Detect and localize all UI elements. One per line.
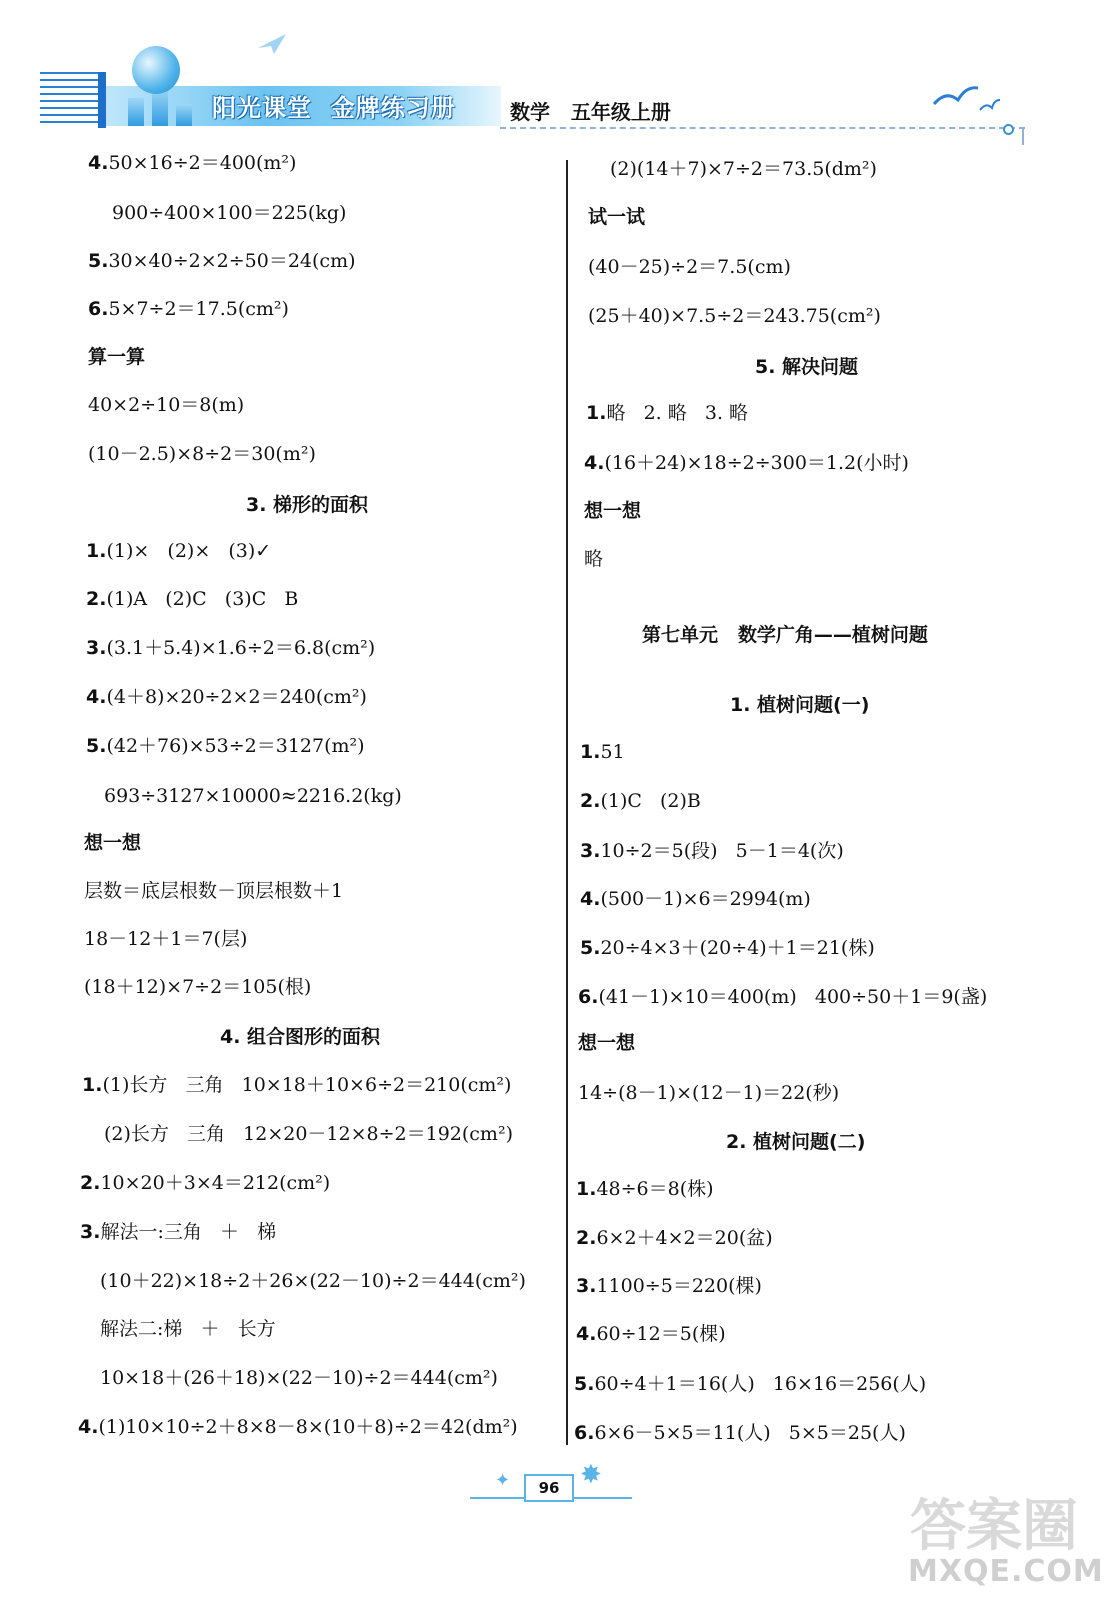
subsection-heading: 算一算 xyxy=(88,346,146,368)
subject-grade: 数学 五年级上册 xyxy=(510,100,671,124)
answer-line: 6.5×7÷2＝17.5(cm²) xyxy=(88,298,289,320)
answer-line: 4.60÷12＝5(棵) xyxy=(576,1323,726,1345)
header-rule-end xyxy=(1022,127,1024,145)
subsection-heading: 试一试 xyxy=(588,206,646,228)
answer-line: 3.1100÷5＝220(棵) xyxy=(576,1275,762,1297)
answer-line: 2.(1)C (2)B xyxy=(580,790,701,812)
answer-line: 5.60÷4＋1＝16(人) 16×16＝256(人) xyxy=(574,1373,927,1395)
page-number: 96 xyxy=(524,1474,574,1502)
answer-line: (40－25)÷2＝7.5(cm) xyxy=(588,256,791,278)
answer-line: 6.(41－1)×10＝400(m) 400÷50＋1＝9(盏) xyxy=(578,986,988,1008)
section-heading: 2. 植树问题(二) xyxy=(726,1131,866,1153)
answer-line: 解法二:梯 ＋ 长方 xyxy=(100,1318,276,1340)
series-title: 阳光课堂 金牌练习册 xyxy=(212,94,456,122)
answer-line: 3.10÷2＝5(段) 5－1＝4(次) xyxy=(580,840,844,862)
answer-line: (25＋40)×7.5÷2＝243.75(cm²) xyxy=(588,305,881,327)
answer-line: 2.(1)A (2)C (3)C B xyxy=(86,588,299,610)
watermark-logo: 答案圈 xyxy=(910,1494,1078,1559)
watermark-site: MXQE.COM xyxy=(908,1554,1104,1589)
section-heading: 3. 梯形的面积 xyxy=(246,494,369,516)
answer-line: 4.(500－1)×6＝2994(m) xyxy=(580,888,811,910)
section-heading: 1. 植树问题(一) xyxy=(730,694,870,716)
answer-line: (18＋12)×7÷2＝105(根) xyxy=(84,976,312,998)
answer-line: 1.(1)× (2)× (3)✓ xyxy=(86,540,272,562)
answer-line: 4.(1)10×10÷2＋8×8－8×(10＋8)÷2＝42(dm²) xyxy=(78,1416,518,1438)
answer-line: 10×18＋(26＋18)×(22－10)÷2＝444(cm²) xyxy=(100,1367,498,1389)
answer-line: 4.(16＋24)×18÷2÷300＝1.2(小时) xyxy=(584,452,909,474)
paper-plane-icon xyxy=(258,34,286,54)
answer-line: 4.(4＋8)×20÷2×2＝240(cm²) xyxy=(86,686,367,708)
answer-line: 6.6×6－5×5＝11(人) 5×5＝25(人) xyxy=(574,1422,906,1444)
answer-line: 1.略 2. 略 3. 略 xyxy=(586,402,749,424)
star-icon: ✦ xyxy=(495,1470,511,1491)
answer-line: 略 xyxy=(584,548,604,570)
answer-line: 18－12＋1＝7(层) xyxy=(84,928,248,950)
answer-line: 2.6×2＋4×2＝20(盆) xyxy=(576,1227,773,1249)
answer-line: 5.(42＋76)×53÷2＝3127(m²) xyxy=(86,735,365,757)
subsection-heading: 想一想 xyxy=(578,1032,636,1054)
answer-line: 1.51 xyxy=(580,741,625,763)
answer-line: 693÷3127×10000≈2216.2(kg) xyxy=(104,785,402,807)
globe-icon xyxy=(132,46,180,94)
answer-line: 层数＝底层根数－顶层根数＋1 xyxy=(84,880,344,902)
subsection-heading: 想一想 xyxy=(84,832,142,854)
answer-line: 40×2÷10＝8(m) xyxy=(88,394,245,416)
column-divider xyxy=(566,160,568,1445)
answer-line: 3.解法一:三角 ＋ 梯 xyxy=(80,1221,277,1243)
unit-heading: 第七单元 数学广角——植树问题 xyxy=(642,624,928,646)
answer-line: 4.50×16÷2＝400(m²) xyxy=(88,152,297,174)
header-stripe-bar xyxy=(98,72,106,128)
answer-line: 1.(1)长方 三角 10×18＋10×6÷2＝210(cm²) xyxy=(82,1074,512,1096)
answer-line: 14÷(8－1)×(12－1)＝22(秒) xyxy=(578,1082,840,1104)
answer-line: (10＋22)×18÷2＋26×(22－10)÷2＝444(cm²) xyxy=(100,1270,526,1292)
subsection-heading: 想一想 xyxy=(584,500,642,522)
answer-line: 5.20÷4×3＋(20÷4)＋1＝21(株) xyxy=(580,937,875,959)
answer-line: (10－2.5)×8÷2＝30(m²) xyxy=(88,443,316,465)
answer-line: 5.30×40÷2×2÷50＝24(cm) xyxy=(88,250,356,272)
header-dashed-rule xyxy=(500,127,1025,129)
answer-line: 900÷400×100＝225(kg) xyxy=(112,202,347,224)
pinwheel-icon: ✸ xyxy=(580,1460,602,1490)
answer-line: 1.48÷6＝8(株) xyxy=(576,1178,714,1200)
section-heading: 5. 解决问题 xyxy=(755,356,859,378)
answer-line: (2)长方 三角 12×20－12×8÷2＝192(cm²) xyxy=(104,1123,513,1145)
pillars-illustration xyxy=(118,88,214,126)
birds-icon xyxy=(930,80,1000,120)
answer-line: (2)(14＋7)×7÷2＝73.5(dm²) xyxy=(610,158,877,180)
header-dot xyxy=(1003,124,1014,135)
answer-line: 2.10×20＋3×4＝212(cm²) xyxy=(80,1172,331,1194)
section-heading: 4. 组合图形的面积 xyxy=(220,1026,381,1048)
answer-line: 3.(3.1＋5.4)×1.6÷2＝6.8(cm²) xyxy=(86,637,376,659)
page-header xyxy=(0,0,1076,150)
header-stripes xyxy=(40,72,102,128)
